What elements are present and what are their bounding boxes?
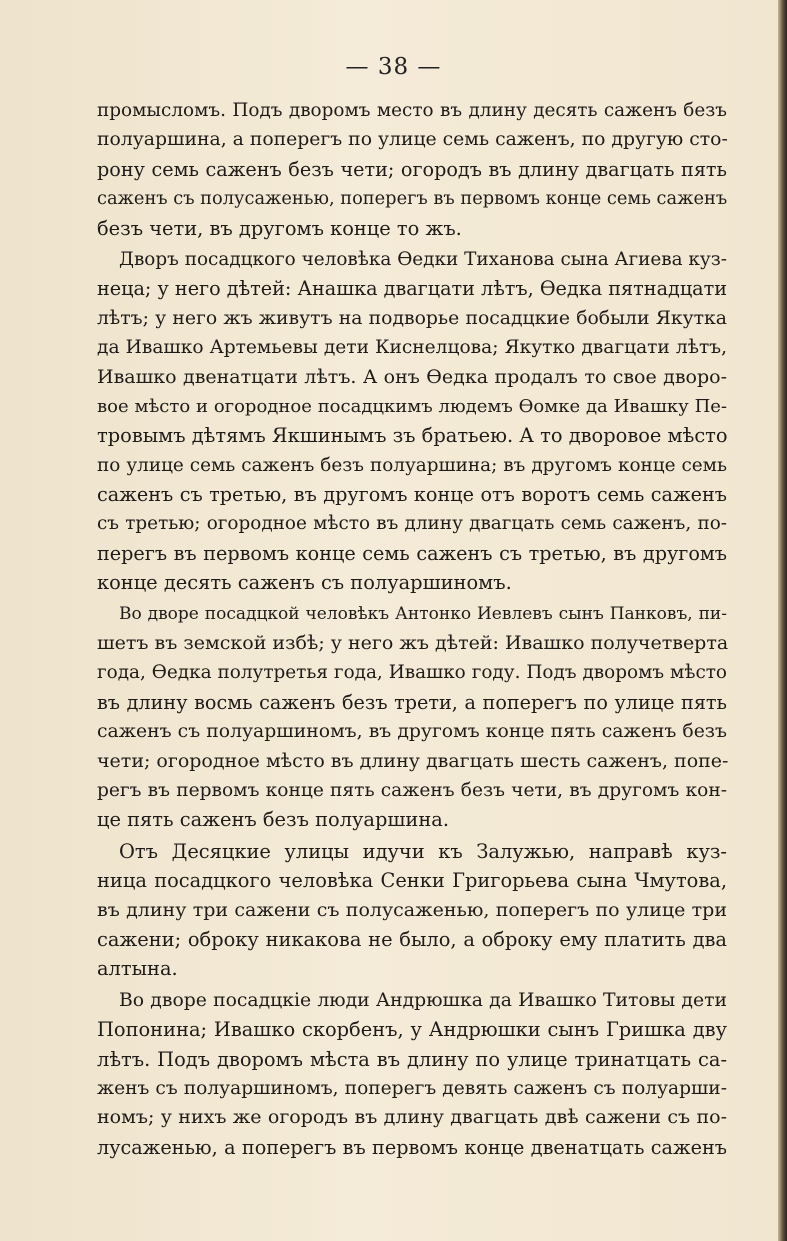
text-line: безъ чети, въ другомъ конце то жъ. bbox=[97, 216, 462, 240]
text-line: регъ въ первомъ конце пять саженъ безъ чети, въ другомъ кон- bbox=[97, 779, 727, 801]
text-line: шетъ въ земской избѣ; у него жъ дѣтей: Ивашко получетверта bbox=[97, 632, 729, 655]
page-text bbox=[97, 96, 727, 1162]
paragraph bbox=[97, 986, 727, 1162]
text-line: Дворъ посадцкого человѣка Ѳедки Тиханова сына Агиева куз- bbox=[119, 248, 727, 270]
text-line: Попонина; Ивашко скорбенъ, у Андрюшки сынъ Гришка дву bbox=[97, 1018, 727, 1042]
text-line: въ длину восмь саженъ безъ трети, а поперегъ по улице пять bbox=[97, 690, 727, 714]
text-line: Отъ Десяцкие улицы идучи къ Залужью, направѣ куз- bbox=[119, 839, 727, 863]
text-line: года, Ѳедка полутретья года, Ивашко году. Подъ дворомъ мѣсто bbox=[97, 662, 727, 684]
text-line: неца; у него дѣтей: Анашка двагцати лѣтъ, Ѳедка пятнадцати bbox=[97, 277, 727, 301]
text-line: рону семь саженъ безъ чети; огородъ въ длину двагцать пять bbox=[97, 157, 727, 181]
text-line: съ третью; огородное мѣсто въ длину двагцать семь саженъ, по- bbox=[97, 513, 727, 535]
text-line: лусаженью, а поперегъ въ первомъ конце двенатцать саженъ bbox=[97, 1135, 727, 1159]
text-line: номъ; у нихъ же огородъ въ длину двагцать двѣ сажени съ по- bbox=[97, 1106, 727, 1129]
text-line: сажени; оброку никакова не было, а оброку ему платить два bbox=[97, 927, 727, 951]
text-line: въ длину три сажени съ полусаженью, поперегъ по улице три bbox=[97, 898, 727, 921]
text-line: полуаршина, а поперегъ по улице семь саженъ, по другую сто- bbox=[97, 129, 728, 151]
text-line: конце десять саженъ съ полуаршиномъ. bbox=[97, 571, 512, 595]
text-line: саженъ съ полусаженью, поперегъ въ первомъ конце семь саженъ bbox=[97, 188, 728, 210]
text-line: перегъ въ первомъ конце семь саженъ съ третью, въ другомъ bbox=[97, 541, 727, 565]
text-line: саженъ съ третью, въ другомъ конце отъ воротъ семь саженъ bbox=[97, 483, 727, 507]
text-line: лѣтъ; у него жъ живутъ на подворье посадцкие бобыли Якутка bbox=[97, 307, 727, 329]
text-line: саженъ съ полуаршиномъ, въ другомъ конце пять саженъ безъ bbox=[97, 721, 727, 743]
text-line: да Ивашко Артемьевы дети Киснелцова; Якутко двагцати лѣтъ, bbox=[97, 337, 727, 359]
page-number: — 38 — bbox=[345, 54, 442, 80]
text-line: алтына. bbox=[97, 957, 178, 981]
paragraph bbox=[97, 96, 727, 243]
text-line: ница посадцкого человѣка Сенки Григорьева сына Чмутова, bbox=[97, 869, 727, 893]
paragraph bbox=[97, 600, 727, 835]
text-line: по улице семь саженъ безъ полуаршина; въ другомъ конце семь bbox=[97, 454, 727, 476]
text-line: Во дворе посадцкой человѣкъ Антонко Иевлевъ сынъ Панковъ, пи- bbox=[119, 603, 727, 624]
text-line: промысломъ. Подъ дворомъ место въ длину десять саженъ безъ bbox=[97, 100, 727, 121]
text-line: тровымъ дѣтямъ Якшинымъ зъ братьею. А то дворовое мѣсто bbox=[97, 424, 728, 448]
text-line: вое мѣсто и огородное посадцкимъ людемъ Ѳомке да Ивашку Пе- bbox=[97, 395, 727, 417]
text-line: це пять саженъ безъ полуаршина. bbox=[97, 808, 449, 832]
page-edge bbox=[778, 0, 787, 1241]
text-line: лѣтъ. Подъ дворомъ мѣста въ длину по улице тринатцать са- bbox=[97, 1047, 727, 1071]
text-line: женъ съ полуаршиномъ, поперегъ девять саженъ съ полуарши- bbox=[97, 1077, 727, 1099]
text-line: чети; огородное мѣсто въ длину двагцать шесть саженъ, попе- bbox=[97, 749, 729, 772]
text-line: Во дворе посадцкіе люди Андрюшка да Ивашко Титовы дети bbox=[119, 989, 727, 1011]
paragraph bbox=[97, 837, 727, 984]
text-line: Ивашко двенатцати лѣтъ. А онъ Ѳедка продалъ то свое дворо- bbox=[97, 365, 727, 388]
paragraph bbox=[97, 245, 727, 598]
